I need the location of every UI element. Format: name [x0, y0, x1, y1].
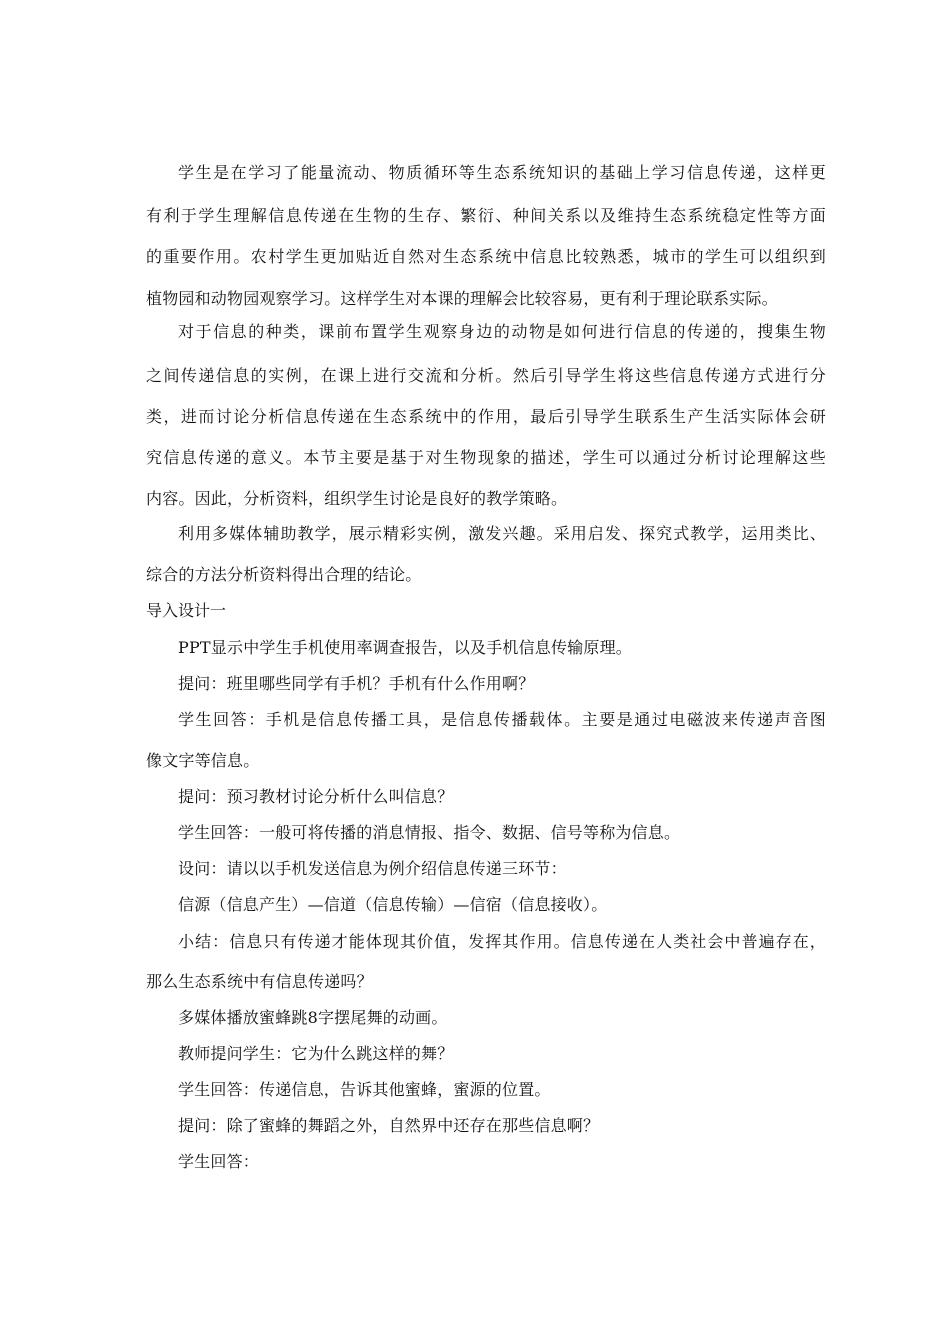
dialogue-line-11: 多媒体播放蜜蜂跳8字摆尾舞的动画。	[178, 1008, 448, 1027]
dialogue-line-4: 像文字等信息。	[146, 751, 260, 770]
paragraph-2-line-3: 类，进而讨论分析信息传递在生态系统中的作用，最后引导学生联系生产生活实际体会研	[146, 407, 826, 426]
paragraph-3-line-1: 利用多媒体辅助教学，展示精彩实例，激发兴趣。采用启发、探究式教学，运用类比、	[178, 524, 826, 543]
dialogue-line-12: 教师提问学生：它为什么跳这样的舞？	[178, 1044, 454, 1063]
dialogue-line-6: 学生回答：一般可将传播的消息情报、指令、数据、信号等称为信息。	[178, 823, 681, 842]
dialogue-line-14: 提问：除了蜜蜂的舞蹈之外，自然界中还存在那些信息啊？	[178, 1116, 600, 1135]
dialogue-line-2: 提问：班里哪些同学有手机？手机有什么作用啊？	[178, 674, 535, 693]
dialogue-line-5: 提问：预习教材讨论分析什么叫信息？	[178, 787, 454, 806]
dialogue-line-8: 信源（信息产生）—信道（信息传输）—信宿（信息接收）。	[178, 895, 608, 914]
paragraph-1-line-3: 的重要作用。农村学生更加贴近自然对生态系统中信息比较熟悉，城市的学生可以组织到	[146, 247, 826, 266]
paragraph-2-line-2: 之间传递信息的实例，在课上进行交流和分析。然后引导学生将这些信息传递方式进行分	[146, 366, 826, 385]
paragraph-2-line-5: 内容。因此，分析资料，组织学生讨论是良好的教学策略。	[146, 489, 568, 508]
paragraph-3-line-2: 综合的方法分析资料得出合理的结论。	[146, 565, 422, 584]
dialogue-line-10: 那么生态系统中有信息传递吗？	[146, 972, 373, 991]
paragraph-1-line-1: 学生是在学习了能量流动、物质循环等生态系统知识的基础上学习信息传递，这样更	[178, 163, 826, 182]
dialogue-line-13: 学生回答：传递信息，告诉其他蜜蜂，蜜源的位置。	[178, 1080, 551, 1099]
paragraph-1-line-4: 植物园和动物园观察学习。这样学生对本课的理解会比较容易，更有利于理论联系实际。	[146, 289, 778, 308]
dialogue-line-1: PPT显示中学生手机使用率调查报告，以及手机信息传输原理。	[178, 638, 633, 657]
dialogue-line-15: 学生回答：	[178, 1152, 260, 1171]
paragraph-2-line-4: 究信息传递的意义。本节主要是基于对生物现象的描述，学生可以通过分析讨论理解这些	[146, 448, 826, 467]
paragraph-2-line-1: 对于信息的种类，课前布置学生观察身边的动物是如何进行信息的传递的，搜集生物	[178, 322, 826, 341]
paragraph-1-line-2: 有利于学生理解信息传递在生物的生存、繁衍、种间关系以及维持生态系统稳定性等方面	[146, 206, 826, 225]
dialogue-line-9: 小结：信息只有传递才能体现其价值，发挥其作用。信息传递在人类社会中普遍存在，	[178, 932, 826, 951]
dialogue-line-3: 学生回答：手机是信息传播工具，是信息传播载体。主要是通过电磁波来传递声音图	[178, 710, 826, 729]
dialogue-line-7: 设问：请以以手机发送信息为例介绍信息传递三环节：	[178, 859, 567, 878]
section-heading: 导入设计一	[146, 601, 227, 620]
